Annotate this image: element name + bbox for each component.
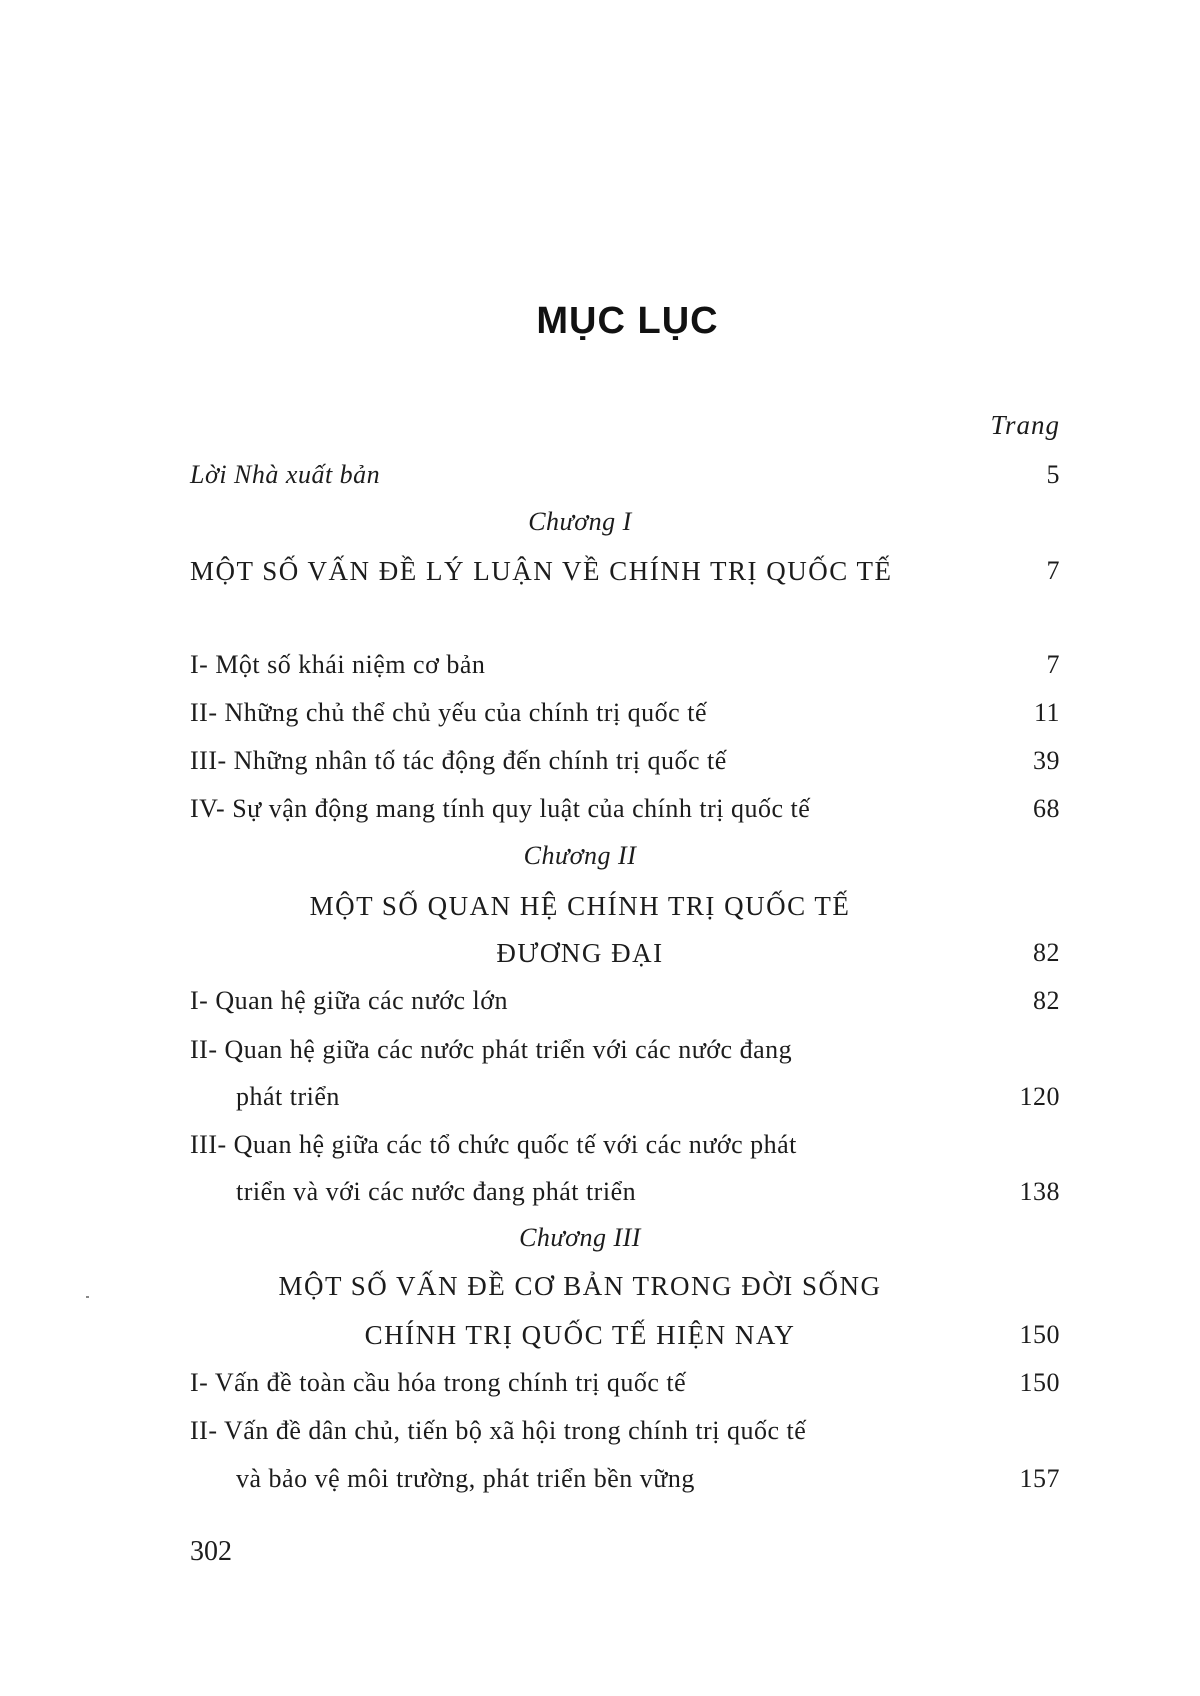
toc-entry-text: Lời Nhà xuất bản xyxy=(190,460,381,489)
toc-entry-text: II- Vấn đề dân chủ, tiến bộ xã hội trong chính trị quốc tế xyxy=(190,1416,807,1445)
chapter-heading-text: MỘT SỐ QUAN HỆ CHÍNH TRỊ QUỐC TẾ xyxy=(309,891,851,921)
chapter-label-text: Chương II xyxy=(523,841,637,870)
toc-entry xyxy=(190,741,1060,781)
page-number: 302 xyxy=(190,1536,232,1567)
toc-entry xyxy=(190,981,1060,1021)
chapter-label xyxy=(190,502,1060,542)
toc-entry-page: 82 xyxy=(1033,986,1060,1015)
toc-entry-page: 5 xyxy=(1046,460,1060,489)
toc-entry-continuation xyxy=(190,1172,1060,1212)
chapter-label-text: Chương I xyxy=(528,507,632,536)
chapter-heading xyxy=(190,1315,1060,1355)
toc-entry-continuation xyxy=(190,1459,1060,1499)
toc-entry xyxy=(190,789,1060,829)
chapter-heading-text: MỘT SỐ VẤN ĐỀ CƠ BẢN TRONG ĐỜI SỐNG xyxy=(278,1271,882,1301)
chapter-label xyxy=(190,1218,1060,1258)
chapter-heading-text: CHÍNH TRỊ QUỐC TẾ HIỆN NAY xyxy=(364,1320,796,1350)
toc-entry-text: I- Một số khái niệm cơ bản xyxy=(190,650,486,679)
toc-entry-text: III- Những nhân tố tác động đến chính trị quốc tế xyxy=(190,746,727,775)
toc-entry xyxy=(190,1411,1060,1451)
toc-entry-text: II- Quan hệ giữa các nước phát triển với các nước đang xyxy=(190,1035,793,1064)
toc-entry-page: 11 xyxy=(1033,698,1060,727)
toc-entry-text: I- Quan hệ giữa các nước lớn xyxy=(190,986,509,1015)
toc-entry xyxy=(190,1030,1060,1070)
toc-entry-page: 7 xyxy=(1046,556,1060,585)
toc-entry-page: 138 xyxy=(1019,1177,1060,1206)
chapter-heading xyxy=(190,1266,1060,1306)
chapter-label xyxy=(190,836,1060,876)
chapter-heading xyxy=(190,551,1060,591)
toc-entry xyxy=(190,455,1060,495)
toc-entry-text: II- Những chủ thể chủ yếu của chính trị quốc tế xyxy=(190,698,707,727)
chapter-heading-text: MỘT SỐ VẤN ĐỀ LÝ LUẬN VỀ CHÍNH TRỊ QUỐC TẾ xyxy=(190,556,893,586)
toc-entry-page: 39 xyxy=(1033,746,1060,775)
toc-entry-text: phát triển xyxy=(236,1082,340,1111)
chapter-heading xyxy=(190,933,1060,973)
toc-entry-text: IV- Sự vận động mang tính quy luật của chính trị quốc tế xyxy=(190,794,811,823)
chapter-label-text: Chương III xyxy=(519,1223,641,1252)
toc-entry-page: 68 xyxy=(1033,794,1060,823)
toc-entry-text: I- Vấn đề toàn cầu hóa trong chính trị quốc tế xyxy=(190,1368,687,1397)
page-title: MỤC LỤC xyxy=(536,300,719,342)
toc-entry-text: và bảo vệ môi trường, phát triển bền vững xyxy=(236,1464,695,1493)
toc-entry xyxy=(190,1363,1060,1403)
toc-entry-page: 82 xyxy=(1033,938,1060,967)
toc-entry-page: 150 xyxy=(1019,1320,1060,1349)
toc-entry xyxy=(190,645,1060,685)
chapter-heading-text: ĐƯƠNG ĐẠI xyxy=(496,938,664,968)
page-column-header: Trang xyxy=(990,410,1060,440)
toc-entry-text: III- Quan hệ giữa các tổ chức quốc tế với các nước phát xyxy=(190,1130,797,1159)
scan-speck xyxy=(86,1296,89,1298)
toc-entry xyxy=(190,693,1060,733)
toc-entry xyxy=(190,1125,1060,1165)
toc-entry-page: 150 xyxy=(1019,1368,1060,1397)
chapter-heading xyxy=(190,886,1060,926)
toc-entry-page: 157 xyxy=(1019,1464,1060,1493)
toc-entry-page: 120 xyxy=(1019,1082,1060,1111)
toc-entry-continuation xyxy=(190,1077,1060,1117)
toc-entry-text: triển và với các nước đang phát triển xyxy=(236,1177,637,1206)
toc-entry-page: 7 xyxy=(1046,650,1060,679)
